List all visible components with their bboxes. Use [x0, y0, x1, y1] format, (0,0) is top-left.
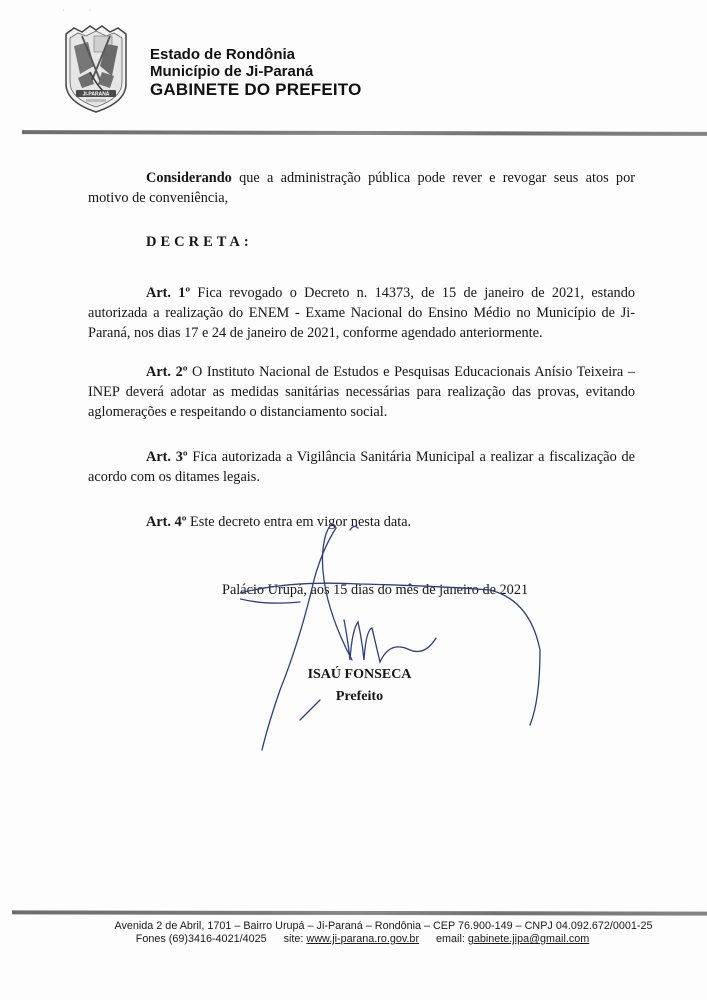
- signature-block: [302, 664, 417, 708]
- article-2-text: O Instituto Nacional de Estudos e Pesquisas Educacionais Anísio Teixeira – INEP deverá adotar as medidas sanitárias necessárias para realização das provas, evitando aglomerações e respeitando o distanciamento social.: [88, 364, 635, 420]
- state-name: Estado de Rondônia: [150, 46, 296, 63]
- considering-paragraph: [88, 168, 635, 208]
- header-divider: [22, 130, 707, 136]
- svg-text:JI-PARANÁ: JI-PARANÁ: [82, 91, 110, 98]
- article-4: [88, 512, 635, 532]
- office-name: GABINETE DO PREFEITO: [150, 80, 362, 99]
- article-3-label: Art. 3º: [146, 449, 188, 465]
- article-3-text: Fica autorizada a Vigilância Sanitária Municipal a realizar a fiscalização de acordo com os ditames legais.: [88, 449, 635, 485]
- decreta-heading: DECRETA:: [146, 234, 253, 250]
- article-1-text: Fica revogado o Decreto n. 14373, de 15 de janeiro de 2021, estando autorizada a realização do ENEM - Exame Nacional do Ensino Médio no Município de Ji-Paraná, nos dias 17 e 24 de janeiro de 2021, conforme agendado anteriormente.: [88, 285, 635, 341]
- footer-email-label: email:: [436, 933, 465, 945]
- handwritten-signature-icon: [240, 510, 570, 770]
- considering-lead: Considerando: [146, 170, 232, 186]
- article-4-text: Este decreto entra em vigor nesta data.: [186, 514, 412, 530]
- article-2-label: Art. 2º: [146, 364, 188, 380]
- signer-name: ISAÚ FONSECA: [307, 667, 412, 682]
- signer-title: Prefeito: [335, 689, 384, 704]
- municipal-crest-icon: [60, 22, 132, 114]
- article-1-label: Art. 1º: [146, 285, 191, 301]
- footer-address: Avenida 2 de Abril, 1701 – Bairro Urupá – Ji-Paraná – Rondônia – CEP 76.900-149 – CNPJ 04.092.672/0001-25: [114, 920, 653, 932]
- footer-site-link[interactable]: www.ji-parana.ro.gov.br: [306, 933, 420, 945]
- article-2: [88, 362, 635, 422]
- footer-phones: Fones (69)3416-4021/4025: [135, 933, 267, 945]
- footer: [0, 920, 707, 946]
- article-4-label: Art. 4º: [146, 514, 187, 530]
- footer-divider: [12, 910, 707, 915]
- article-1: [88, 283, 635, 343]
- article-3: [88, 447, 635, 487]
- municipality-name: Município de Ji-Paraná: [150, 63, 314, 80]
- footer-email-link[interactable]: gabinete.jipa@gmail.com: [467, 933, 590, 945]
- letterhead: [150, 46, 362, 100]
- considering-text: que a administração pública pode rever e revogar seus atos por motivo de conveniência,: [88, 170, 635, 206]
- footer-site-label: site:: [283, 933, 304, 945]
- scan-specks: · ·: [62, 6, 92, 15]
- place-and-date: Palácio Urupá, aos 15 dias do mês de janeiro de 2021: [222, 582, 529, 598]
- footer-contacts: [0, 933, 707, 946]
